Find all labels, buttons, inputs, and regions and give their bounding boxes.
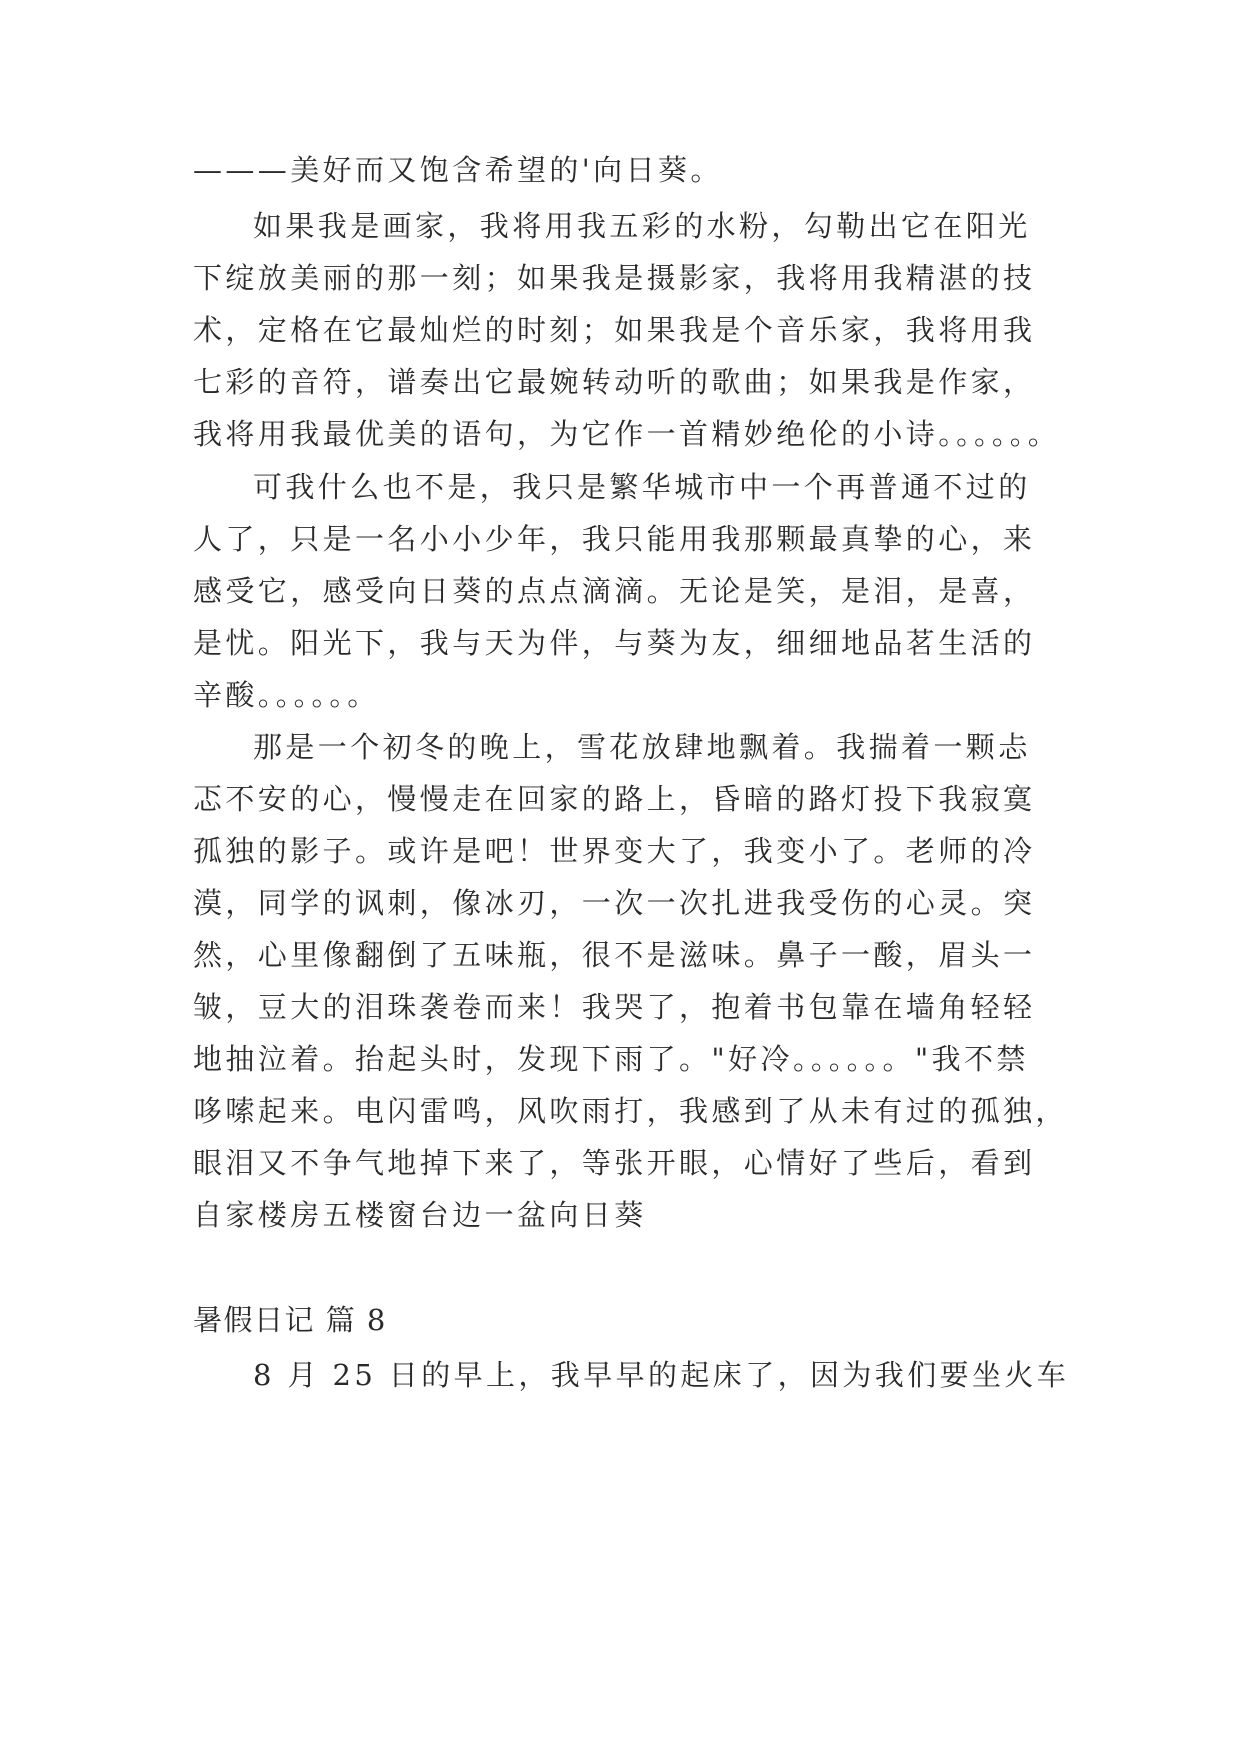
paragraph-2-line-4: 是忧。阳光下，我与天为伴，与葵为友，细细地品茗生活的	[193, 626, 1036, 660]
paragraph-3-line-4: 漠，同学的讽刺，像冰刃，一次一次扎进我受伤的心灵。突	[193, 886, 1036, 920]
paragraph-3-line-8: 哆嗦起来。电闪雷鸣，风吹雨打，我感到了从未有过的孤独，	[193, 1094, 1068, 1128]
paragraph-1-line-4: 七彩的音符，谱奏出它最婉转动听的歌曲；如果我是作家，	[193, 365, 1036, 399]
paragraph-1-line-3: 术，定格在它最灿烂的时刻；如果我是个音乐家，我将用我	[193, 313, 1036, 347]
paragraph-2-line-2: 人了，只是一名小小少年，我只能用我那颗最真挚的心，来	[193, 522, 1036, 556]
paragraph-3-line-9: 眼泪又不争气地掉下来了，等张开眼，心情好了些后，看到	[193, 1146, 1036, 1180]
paragraph-1-line-2: 下绽放美丽的那一刻；如果我是摄影家，我将用我精湛的技	[193, 261, 1036, 295]
final-line: 8 月 25 日的早上，我早早的起床了，因为我们要坐火车	[253, 1358, 1070, 1392]
paragraph-3-line-6: 皱，豆大的泪珠袭卷而来！我哭了，抱着书包靠在墙角轻轻	[193, 990, 1036, 1024]
paragraph-2-line-5: 辛酸。。。。。。	[193, 678, 380, 712]
paragraph-3-line-3: 孤独的影子。或许是吧！世界变大了，我变小了。老师的冷	[193, 834, 1036, 868]
paragraph-3-line-5: 然，心里像翻倒了五味瓶，很不是滋味。鼻子一酸，眉头一	[193, 938, 1036, 972]
paragraph-1-line-1: 如果我是画家，我将用我五彩的水粉，勾勒出它在阳光	[253, 209, 1031, 243]
paragraph-3-line-2: 忑不安的心，慢慢走在回家的路上，昏暗的路灯投下我寂寞	[193, 782, 1036, 816]
paragraph-2-line-1: 可我什么也不是，我只是繁华城市中一个再普通不过的	[253, 470, 1031, 504]
intro-line: ———美好而又饱含希望的'向日葵。	[193, 153, 723, 187]
paragraph-2-line-3: 感受它，感受向日葵的点点滴滴。无论是笑，是泪，是喜，	[193, 574, 1036, 608]
paragraph-3-line-1: 那是一个初冬的晚上，雪花放肆地飘着。我揣着一颗忐	[253, 730, 1031, 764]
paragraph-1-line-5: 我将用我最优美的语句，为它作一首精妙绝伦的小诗。。。。。。	[193, 417, 1061, 451]
paragraph-3-line-7: 地抽泣着。抬起头时，发现下雨了。"好冷。。。。。。"我不禁	[193, 1042, 1029, 1076]
section-heading: 暑假日记 篇 8	[193, 1303, 387, 1337]
paragraph-3-line-10: 自家楼房五楼窗台边一盆向日葵	[193, 1198, 647, 1232]
